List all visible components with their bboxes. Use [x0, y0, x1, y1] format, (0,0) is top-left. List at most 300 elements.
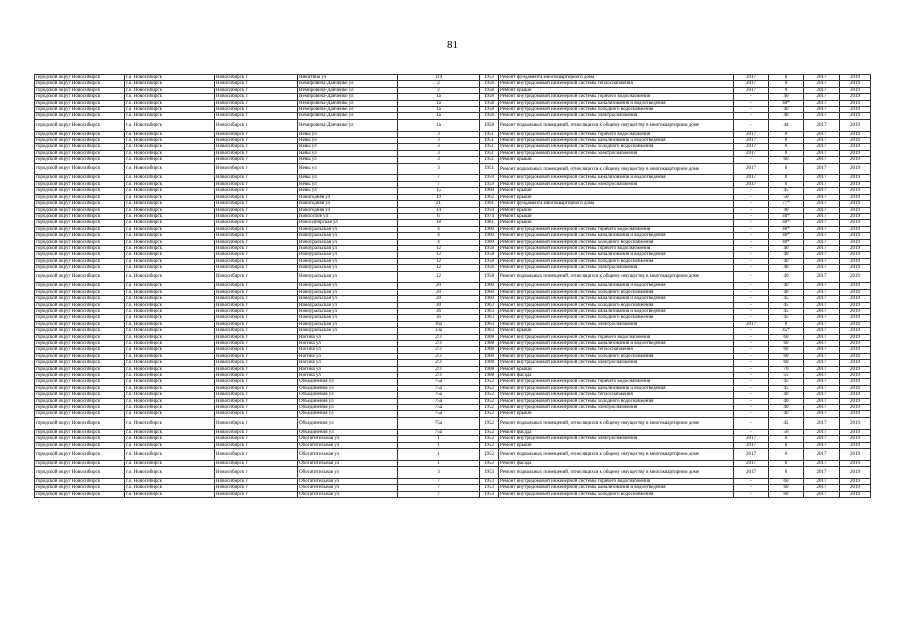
municipality-cell: городской округ Новосибирск: [35, 315, 125, 321]
plan-end-cell: 2019: [840, 233, 871, 239]
municipality-cell: городской округ Новосибирск: [35, 485, 125, 491]
district-cell: г.о. Новосибирск: [125, 194, 215, 200]
house-number-cell: 114: [398, 75, 480, 81]
start-year-cell: -: [734, 373, 769, 379]
plan-end-cell: 2019: [840, 373, 871, 379]
street-cell: Невы ул: [298, 131, 398, 137]
work-type-cell: Ремонт внутридомовой инженерной системы канализования и водоотведения: [499, 252, 734, 258]
house-number-cell: 75а: [398, 405, 480, 411]
work-type-cell: Ремонт внутридомовой инженерной системы горячего водоснабжения: [499, 226, 734, 232]
build-year-cell: 1981: [480, 220, 499, 226]
build-year-cell: 1908: [480, 353, 499, 359]
wear-percent-cell: 60: [769, 360, 804, 366]
work-type-cell: Ремонт внутридомовой инженерной системы горячего водоснабжения: [499, 379, 734, 385]
plan-end-cell: 2019: [840, 113, 871, 119]
plan-end-cell: 2019: [840, 429, 871, 435]
district-cell: г.о. Новосибирск: [125, 353, 215, 359]
start-year-cell: 2017: [734, 150, 769, 156]
build-year-cell: 1952: [480, 448, 499, 460]
house-number-cell: 2/3: [398, 353, 480, 359]
start-year-cell: 2017: [734, 75, 769, 81]
start-year-cell: -: [734, 194, 769, 200]
start-year-cell: -: [734, 360, 769, 366]
plan-end-cell: 2019: [840, 226, 871, 232]
work-type-cell: Ремонт подвальных помещений, относящихся к общему имуществу в многоквартирном доме: [499, 448, 734, 460]
house-number-cell: 75а: [398, 398, 480, 404]
plan-start-cell: 2017: [804, 144, 840, 150]
locality-cell: Новосибирск г: [215, 296, 298, 302]
wear-percent-cell: 40*: [769, 226, 804, 232]
municipality-cell: городской округ Новосибирск: [35, 392, 125, 398]
locality-cell: Новосибирск г: [215, 478, 298, 484]
municipality-cell: городской округ Новосибирск: [35, 379, 125, 385]
build-year-cell: 1952: [480, 436, 499, 442]
house-number-cell: 12: [398, 265, 480, 271]
district-cell: г.о. Новосибирск: [125, 321, 215, 327]
start-year-cell: -: [734, 201, 769, 207]
plan-end-cell: 2019: [840, 283, 871, 289]
street-cell: Немировича-Данченко ул: [298, 94, 398, 100]
house-number-cell: 12: [398, 252, 480, 258]
municipality-cell: городской округ Новосибирск: [35, 296, 125, 302]
plan-start-cell: 2017: [804, 467, 840, 479]
plan-end-cell: 2019: [840, 460, 871, 466]
district-cell: г.о. Новосибирск: [125, 201, 215, 207]
start-year-cell: 2017: [734, 181, 769, 187]
plan-start-cell: 2017: [804, 315, 840, 321]
plan-end-cell: 2019: [840, 265, 871, 271]
locality-cell: Новосибирск г: [215, 328, 298, 334]
house-number-cell: 75а: [398, 392, 480, 398]
work-type-cell: Ремонт внутридомовой инженерной системы электроснабжения: [499, 405, 734, 411]
locality-cell: Новосибирск г: [215, 436, 298, 442]
district-cell: г.о. Новосибирск: [125, 220, 215, 226]
plan-start-cell: 2017: [804, 175, 840, 181]
plan-start-cell: 2017: [804, 373, 840, 379]
street-cell: Ногина ул: [298, 366, 398, 372]
street-cell: Новогодняя ул: [298, 194, 398, 200]
municipality-cell: городской округ Новосибирск: [35, 321, 125, 327]
street-cell: Новоуральская ул: [298, 328, 398, 334]
start-year-cell: -: [734, 315, 769, 321]
municipality-cell: городской округ Новосибирск: [35, 226, 125, 232]
district-cell: г.о. Новосибирск: [125, 119, 215, 131]
street-cell: Ногина ул: [298, 341, 398, 347]
municipality-cell: городской округ Новосибирск: [35, 347, 125, 353]
house-number-cell: 2/3: [398, 334, 480, 340]
district-cell: г.о. Новосибирск: [125, 442, 215, 448]
house-number-cell: 7: [398, 485, 480, 491]
municipality-cell: городской округ Новосибирск: [35, 405, 125, 411]
plan-start-cell: 2017: [804, 131, 840, 137]
municipality-cell: городской округ Новосибирск: [35, 366, 125, 372]
build-year-cell: 1958: [480, 252, 499, 258]
build-year-cell: 1952: [480, 398, 499, 404]
work-type-cell: Ремонт внутридомовой инженерной системы холодного водоснабжения: [499, 144, 734, 150]
locality-cell: Новосибирск г: [215, 271, 298, 283]
build-year-cell: 1958: [480, 100, 499, 106]
plan-start-cell: 2017: [804, 417, 840, 429]
build-year-cell: 1908: [480, 373, 499, 379]
street-cell: Обогатительная ул: [298, 467, 398, 479]
street-cell: Объединения ул: [298, 417, 398, 429]
municipality-cell: городской округ Новосибирск: [35, 175, 125, 181]
plan-start-cell: 2017: [804, 302, 840, 308]
work-type-cell: Ремонт крыши: [499, 411, 734, 417]
work-type-cell: Ремонт внутридомовой инженерной системы теплоснабжения: [499, 81, 734, 87]
start-year-cell: -: [734, 100, 769, 106]
plan-end-cell: 2019: [840, 220, 871, 226]
district-cell: г.о. Новосибирск: [125, 213, 215, 219]
plan-end-cell: 2019: [840, 175, 871, 181]
street-cell: Немировича-Данченко ул: [298, 113, 398, 119]
build-year-cell: 1963: [480, 308, 499, 314]
wear-percent-cell: 45: [769, 315, 804, 321]
wear-percent-cell: 0: [769, 181, 804, 187]
street-cell: Новоселов ул: [298, 213, 398, 219]
wear-percent-cell: 40*: [769, 239, 804, 245]
street-cell: Обогатительная ул: [298, 448, 398, 460]
district-cell: г.о. Новосибирск: [125, 334, 215, 340]
street-cell: Ногина ул: [298, 373, 398, 379]
work-type-cell: Ремонт внутридомовой инженерной системы холодного водоснабжения: [499, 107, 734, 113]
house-number-cell: 36: [398, 315, 480, 321]
wear-percent-cell: 40: [769, 252, 804, 258]
work-type-cell: Ремонт внутридомовой инженерной системы холодного водоснабжения: [499, 302, 734, 308]
district-cell: г.о. Новосибирск: [125, 233, 215, 239]
start-year-cell: -: [734, 417, 769, 429]
street-cell: Новогодняя ул: [298, 207, 398, 213]
plan-start-cell: 2017: [804, 341, 840, 347]
municipality-cell: городской округ Новосибирск: [35, 467, 125, 479]
build-year-cell: 1953: [480, 467, 499, 479]
district-cell: г.о. Новосибирск: [125, 94, 215, 100]
plan-start-cell: 2017: [804, 100, 840, 106]
start-year-cell: -: [734, 258, 769, 264]
start-year-cell: 2017: [734, 175, 769, 181]
district-cell: г.о. Новосибирск: [125, 113, 215, 119]
municipality-cell: городской округ Новосибирск: [35, 308, 125, 314]
plan-end-cell: 2019: [840, 334, 871, 340]
street-cell: Невы ул: [298, 181, 398, 187]
start-year-cell: 2017: [734, 321, 769, 327]
wear-percent-cell: 77*: [769, 201, 804, 207]
locality-cell: Новосибирск г: [215, 100, 298, 106]
work-type-cell: Ремонт внутридомовой инженерной системы канализования и водоотведения: [499, 485, 734, 491]
house-number-cell: 30: [398, 302, 480, 308]
build-year-cell: 1958: [480, 94, 499, 100]
start-year-cell: -: [734, 398, 769, 404]
district-cell: г.о. Новосибирск: [125, 226, 215, 232]
street-cell: Невы ул: [298, 150, 398, 156]
municipality-cell: городской округ Новосибирск: [35, 113, 125, 119]
build-year-cell: 1952: [480, 460, 499, 466]
district-cell: г.о. Новосибирск: [125, 491, 215, 497]
plan-start-cell: 2017: [804, 478, 840, 484]
build-year-cell: 1951: [480, 138, 499, 144]
district-cell: г.о. Новосибирск: [125, 144, 215, 150]
work-type-cell: Ремонт внутридомовой инженерной системы горячего водоснабжения: [499, 334, 734, 340]
build-year-cell: 1960: [480, 283, 499, 289]
wear-percent-cell: 0: [769, 131, 804, 137]
house-number-cell: 75а: [398, 411, 480, 417]
wear-percent-cell: 40*: [769, 213, 804, 219]
district-cell: г.о. Новосибирск: [125, 157, 215, 163]
table-row: [35, 119, 871, 131]
wear-percent-cell: 0: [769, 81, 804, 87]
municipality-cell: городской округ Новосибирск: [35, 442, 125, 448]
house-number-cell: 3: [398, 467, 480, 479]
wear-percent-cell: 0: [769, 460, 804, 466]
table-row: [35, 163, 871, 175]
plan-end-cell: 2019: [840, 491, 871, 497]
locality-cell: Новосибирск г: [215, 448, 298, 460]
start-year-cell: 2017: [734, 138, 769, 144]
plan-end-cell: 2019: [840, 353, 871, 359]
street-cell: Немировича-Данченко ул: [298, 87, 398, 93]
house-number-cell: 1а: [398, 119, 480, 131]
start-year-cell: -: [734, 392, 769, 398]
district-cell: г.о. Новосибирск: [125, 188, 215, 194]
start-year-cell: -: [734, 347, 769, 353]
house-number-cell: 75а: [398, 417, 480, 429]
plan-start-cell: 2017: [804, 107, 840, 113]
locality-cell: Новосибирск г: [215, 334, 298, 340]
wear-percent-cell: 60: [769, 334, 804, 340]
plan-start-cell: 2017: [804, 265, 840, 271]
locality-cell: Новосибирск г: [215, 385, 298, 391]
start-year-cell: -: [734, 220, 769, 226]
plan-start-cell: 2017: [804, 436, 840, 442]
work-type-cell: Ремонт внутридомовой инженерной системы электроснабжения: [499, 181, 734, 187]
plan-end-cell: 2019: [840, 289, 871, 295]
work-type-cell: Ремонт внутридомовой инженерной системы электроснабжения: [499, 150, 734, 156]
house-number-cell: 21: [398, 201, 480, 207]
work-type-cell: Ремонт внутридомовой инженерной системы электроснабжения: [499, 265, 734, 271]
work-type-cell: Ремонт фундамента многоквартирного дома: [499, 75, 734, 81]
street-cell: Никитина ул: [298, 75, 398, 81]
house-number-cell: 2/3: [398, 360, 480, 366]
plan-start-cell: 2017: [804, 308, 840, 314]
work-type-cell: Ремонт фасада: [499, 429, 734, 435]
house-number-cell: 75а: [398, 429, 480, 435]
build-year-cell: 1952: [480, 392, 499, 398]
street-cell: Обогатительная ул: [298, 478, 398, 484]
wear-percent-cell: 0: [769, 436, 804, 442]
plan-start-cell: 2017: [804, 405, 840, 411]
plan-start-cell: 2017: [804, 460, 840, 466]
street-cell: Обогатительная ул: [298, 485, 398, 491]
plan-start-cell: 2017: [804, 271, 840, 283]
table-row: [35, 417, 871, 429]
plan-end-cell: 2019: [840, 271, 871, 283]
district-cell: г.о. Новосибирск: [125, 360, 215, 366]
build-year-cell: 1963: [480, 315, 499, 321]
municipality-cell: городской округ Новосибирск: [35, 341, 125, 347]
locality-cell: Новосибирск г: [215, 398, 298, 404]
street-cell: Новоуральская ул: [298, 252, 398, 258]
house-number-cell: 1а: [398, 107, 480, 113]
municipality-cell: городской округ Новосибирск: [35, 87, 125, 93]
build-year-cell: 1958: [480, 87, 499, 93]
plan-end-cell: 2019: [840, 398, 871, 404]
start-year-cell: -: [734, 113, 769, 119]
house-number-cell: 20: [398, 296, 480, 302]
start-year-cell: -: [734, 188, 769, 194]
wear-percent-cell: 40: [769, 405, 804, 411]
house-number-cell: 7: [398, 175, 480, 181]
municipality-cell: городской округ Новосибирск: [35, 100, 125, 106]
district-cell: г.о. Новосибирск: [125, 252, 215, 258]
plan-start-cell: 2017: [804, 289, 840, 295]
work-type-cell: Ремонт внутридомовой инженерной системы электроснабжения: [499, 436, 734, 442]
street-cell: Новоуральская ул: [298, 239, 398, 245]
build-year-cell: 1952: [480, 379, 499, 385]
work-type-cell: Ремонт внутридомовой инженерной системы холодного водоснабжения: [499, 398, 734, 404]
wear-percent-cell: 0: [769, 87, 804, 93]
locality-cell: Новосибирск г: [215, 188, 298, 194]
plan-end-cell: 2019: [840, 405, 871, 411]
municipality-cell: городской округ Новосибирск: [35, 75, 125, 81]
start-year-cell: 2017: [734, 131, 769, 137]
build-year-cell: 1958: [480, 271, 499, 283]
start-year-cell: -: [734, 353, 769, 359]
work-type-cell: Ремонт фасада: [499, 373, 734, 379]
municipality-cell: городской округ Новосибирск: [35, 94, 125, 100]
wear-percent-cell: 45: [769, 188, 804, 194]
table-body: [35, 75, 871, 498]
start-year-cell: -: [734, 491, 769, 497]
work-type-cell: Ремонт внутридомовой инженерной системы холодного водоснабжения: [499, 258, 734, 264]
plan-start-cell: 2017: [804, 252, 840, 258]
municipality-cell: городской округ Новосибирск: [35, 353, 125, 359]
work-type-cell: Ремонт внутридомовой инженерной системы канализования и водоотведения: [499, 175, 734, 181]
locality-cell: Новосибирск г: [215, 81, 298, 87]
street-cell: Немировича-Данченко ул: [298, 81, 398, 87]
wear-percent-cell: 45: [769, 417, 804, 429]
locality-cell: Новосибирск г: [215, 144, 298, 150]
plan-end-cell: 2019: [840, 131, 871, 137]
wear-percent-cell: 40: [769, 258, 804, 264]
start-year-cell: -: [734, 411, 769, 417]
work-type-cell: Ремонт внутридомовой инженерной системы горячего водоснабжения: [499, 478, 734, 484]
municipality-cell: городской округ Новосибирск: [35, 252, 125, 258]
work-type-cell: Ремонт крыши: [499, 220, 734, 226]
work-type-cell: Ремонт внутридомовой инженерной системы теплоснабжения: [499, 347, 734, 353]
work-type-cell: Ремонт подвальных помещений, относящихся к общему имуществу в многоквартирном доме: [499, 417, 734, 429]
build-year-cell: 1962: [480, 194, 499, 200]
work-type-cell: Ремонт внутридомовой инженерной системы горячего водоснабжения: [499, 245, 734, 251]
wear-percent-cell: 45: [769, 302, 804, 308]
locality-cell: Новосибирск г: [215, 233, 298, 239]
street-cell: Новоуральская ул: [298, 302, 398, 308]
build-year-cell: 1951: [480, 131, 499, 137]
work-type-cell: Ремонт крыши: [499, 442, 734, 448]
wear-percent-cell: 40: [769, 107, 804, 113]
work-type-cell: Ремонт внутридомовой инженерной системы электроснабжения: [499, 360, 734, 366]
plan-start-cell: 2017: [804, 448, 840, 460]
wear-percent-cell: 40: [769, 265, 804, 271]
build-year-cell: 1958: [480, 113, 499, 119]
plan-end-cell: 2019: [840, 442, 871, 448]
street-cell: Новоуральская ул: [298, 265, 398, 271]
district-cell: г.о. Новосибирск: [125, 467, 215, 479]
wear-percent-cell: 60: [769, 478, 804, 484]
plan-end-cell: 2019: [840, 157, 871, 163]
plan-start-cell: 2017: [804, 138, 840, 144]
start-year-cell: 2017: [734, 163, 769, 175]
build-year-cell: 1952: [480, 411, 499, 417]
build-year-cell: 1960: [480, 239, 499, 245]
house-number-cell: 75а: [398, 385, 480, 391]
plan-end-cell: 2019: [840, 163, 871, 175]
street-cell: Невы ул: [298, 157, 398, 163]
municipality-cell: городской округ Новосибирск: [35, 334, 125, 340]
house-number-cell: 2: [398, 81, 480, 87]
start-year-cell: -: [734, 252, 769, 258]
start-year-cell: -: [734, 265, 769, 271]
municipality-cell: городской округ Новосибирск: [35, 107, 125, 113]
street-cell: Ногина ул: [298, 360, 398, 366]
municipality-cell: городской округ Новосибирск: [35, 302, 125, 308]
plan-start-cell: 2017: [804, 398, 840, 404]
house-number-cell: 2/3: [398, 341, 480, 347]
start-year-cell: -: [734, 94, 769, 100]
plan-end-cell: 2019: [840, 411, 871, 417]
plan-end-cell: 2019: [840, 207, 871, 213]
locality-cell: Новосибирск г: [215, 379, 298, 385]
wear-percent-cell: 40: [769, 245, 804, 251]
work-type-cell: Ремонт внутридомовой инженерной системы холодного водоснабжения: [499, 315, 734, 321]
build-year-cell: 1908: [480, 360, 499, 366]
district-cell: г.о. Новосибирск: [125, 478, 215, 484]
district-cell: г.о. Новосибирск: [125, 289, 215, 295]
start-year-cell: -: [734, 366, 769, 372]
wear-percent-cell: 0: [769, 150, 804, 156]
wear-percent-cell: 0: [769, 163, 804, 175]
locality-cell: Новосибирск г: [215, 150, 298, 156]
wear-percent-cell: 60: [769, 491, 804, 497]
house-number-cell: 33а: [398, 328, 480, 334]
house-number-cell: 2: [398, 87, 480, 93]
work-type-cell: Ремонт внутридомовой инженерной системы теплоснабжения: [499, 392, 734, 398]
work-type-cell: Ремонт внутридомовой инженерной системы горячего водоснабжения: [499, 131, 734, 137]
build-year-cell: 1952: [480, 385, 499, 391]
build-year-cell: 1953: [480, 491, 499, 497]
start-year-cell: 2017: [734, 448, 769, 460]
work-type-cell: Ремонт внутридомовой инженерной системы канализования и водоотведения: [499, 283, 734, 289]
district-cell: г.о. Новосибирск: [125, 239, 215, 245]
municipality-cell: городской округ Новосибирск: [35, 213, 125, 219]
locality-cell: Новосибирск г: [215, 207, 298, 213]
street-cell: Немировича-Данченко ул: [298, 100, 398, 106]
plan-start-cell: 2017: [804, 411, 840, 417]
capital-repair-table: [34, 74, 871, 498]
build-year-cell: 1908: [480, 347, 499, 353]
plan-end-cell: 2019: [840, 239, 871, 245]
house-number-cell: 4: [398, 233, 480, 239]
locality-cell: Новосибирск г: [215, 220, 298, 226]
street-cell: Невы ул: [298, 138, 398, 144]
house-number-cell: 1а: [398, 113, 480, 119]
plan-end-cell: 2019: [840, 366, 871, 372]
plan-end-cell: 2019: [840, 107, 871, 113]
locality-cell: Новосибирск г: [215, 460, 298, 466]
district-cell: г.о. Новосибирск: [125, 265, 215, 271]
locality-cell: Новосибирск г: [215, 341, 298, 347]
district-cell: г.о. Новосибирск: [125, 87, 215, 93]
plan-end-cell: 2019: [840, 213, 871, 219]
